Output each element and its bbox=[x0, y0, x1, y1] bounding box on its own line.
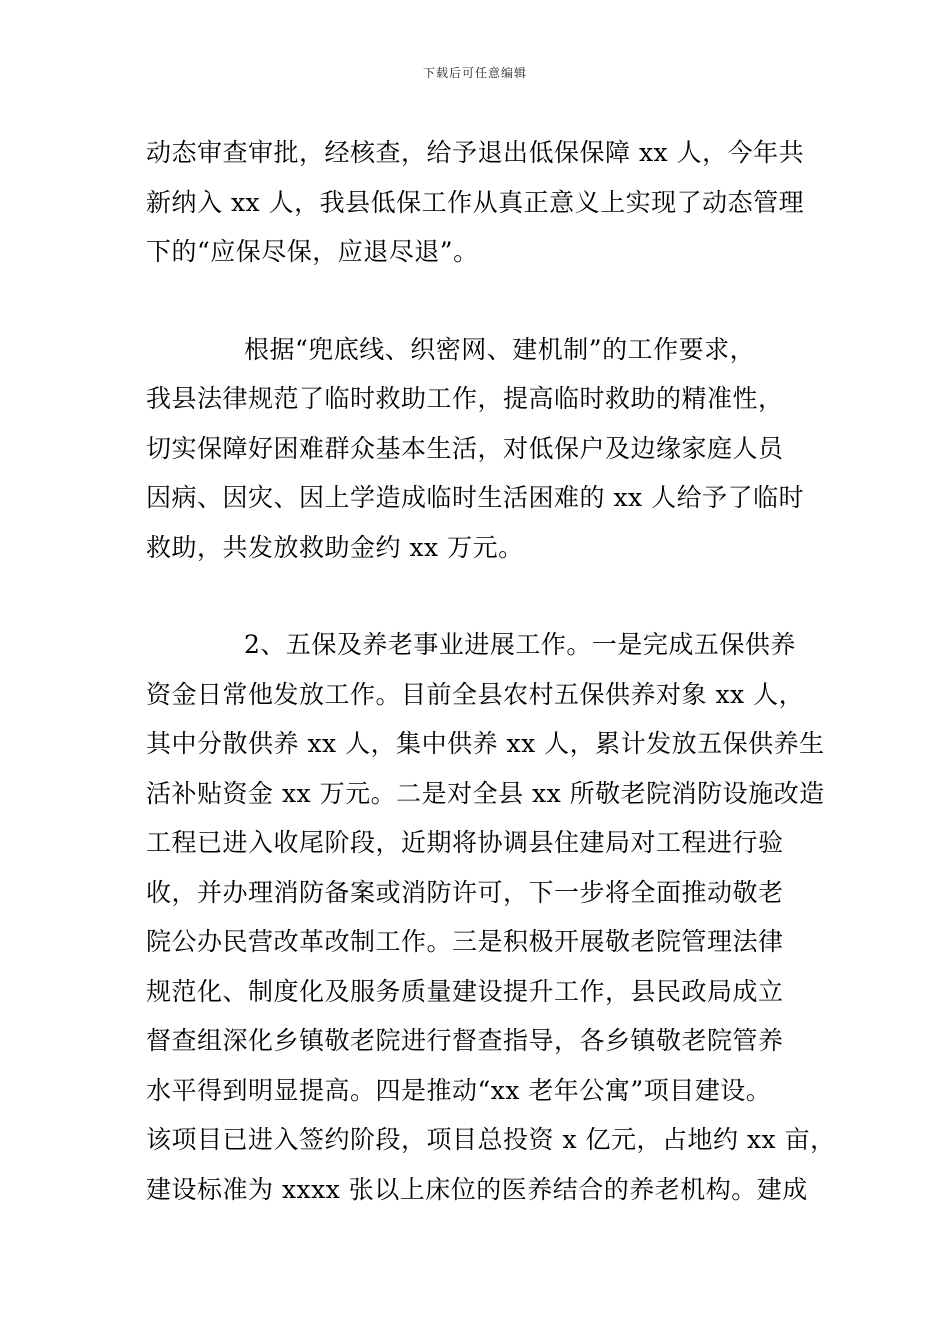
text-line: 规范化、制度化及服务质量建设提升工作，县民政局成立 bbox=[146, 976, 784, 1006]
document-body bbox=[146, 128, 836, 1214]
text-line: 活补贴资金 xx 万元。二是对全县 xx 所敬老院消防设施改造 bbox=[146, 778, 825, 808]
text-line: 因病、因灾、因上学造成临时生活困难的 xx 人给予了临时 bbox=[146, 483, 805, 512]
text-line: 新纳入 xx 人，我县低保工作从真正意义上实现了动态管理 bbox=[146, 187, 805, 217]
text-line: 该项目已进入签约阶段，项目总投资 x 亿元，占地约 xx 亩， bbox=[146, 1125, 836, 1154]
paragraph-spacer bbox=[146, 572, 816, 620]
text-line: 建设标准为 xxxx 张以上床位的医养结合的养老机构。建成 bbox=[146, 1174, 808, 1204]
text-line: 救助，共发放救助金约 xx 万元。 bbox=[146, 532, 524, 562]
text-line: 工程已进入收尾阶段，近期将协调县住建局对工程进行验 bbox=[146, 828, 784, 857]
paragraph-spacer bbox=[146, 277, 816, 325]
text-line: 资金日常他发放工作。目前全县农村五保供养对象 xx 人， bbox=[146, 679, 805, 709]
page-header: 下载后可任意编辑 bbox=[422, 66, 527, 80]
text-line: 切实保障好困难群众基本生活，对低保户及边缘家庭人员 bbox=[146, 433, 784, 463]
paragraph-2 bbox=[146, 325, 816, 573]
text-line: 动态审查审批，经核查，给予退出低保保障 xx 人，今年共 bbox=[146, 138, 805, 167]
text-line: 院公办民营改革改制工作。三是积极开展敬老院管理法律 bbox=[146, 927, 784, 956]
text-line: 下的“应保尽保，应退尽退”。 bbox=[146, 237, 479, 266]
text-line: 其中分散供养 xx 人，集中供养 xx 人，累计发放五保供养生 bbox=[146, 729, 825, 758]
paragraph-3 bbox=[146, 620, 836, 1214]
text-line: 根据“兜底线、织密网、建机制”的工作要求， bbox=[244, 334, 756, 364]
text-line: 收，并办理消防备案或消防许可，下一步将全面推动敬老 bbox=[146, 877, 784, 907]
text-line: 2、五保及养老事业进展工作。一是完成五保供养 bbox=[244, 630, 796, 659]
paragraph-1 bbox=[146, 128, 816, 277]
text-line: 我县法律规范了临时救助工作，提高临时救助的精准性， bbox=[146, 384, 784, 413]
text-line: 督查组深化乡镇敬老院进行督查指导，各乡镇敬老院管养 bbox=[146, 1026, 784, 1055]
text-line: 水平得到明显提高。四是推动“xx 老年公寓”项目建设。 bbox=[146, 1075, 772, 1105]
